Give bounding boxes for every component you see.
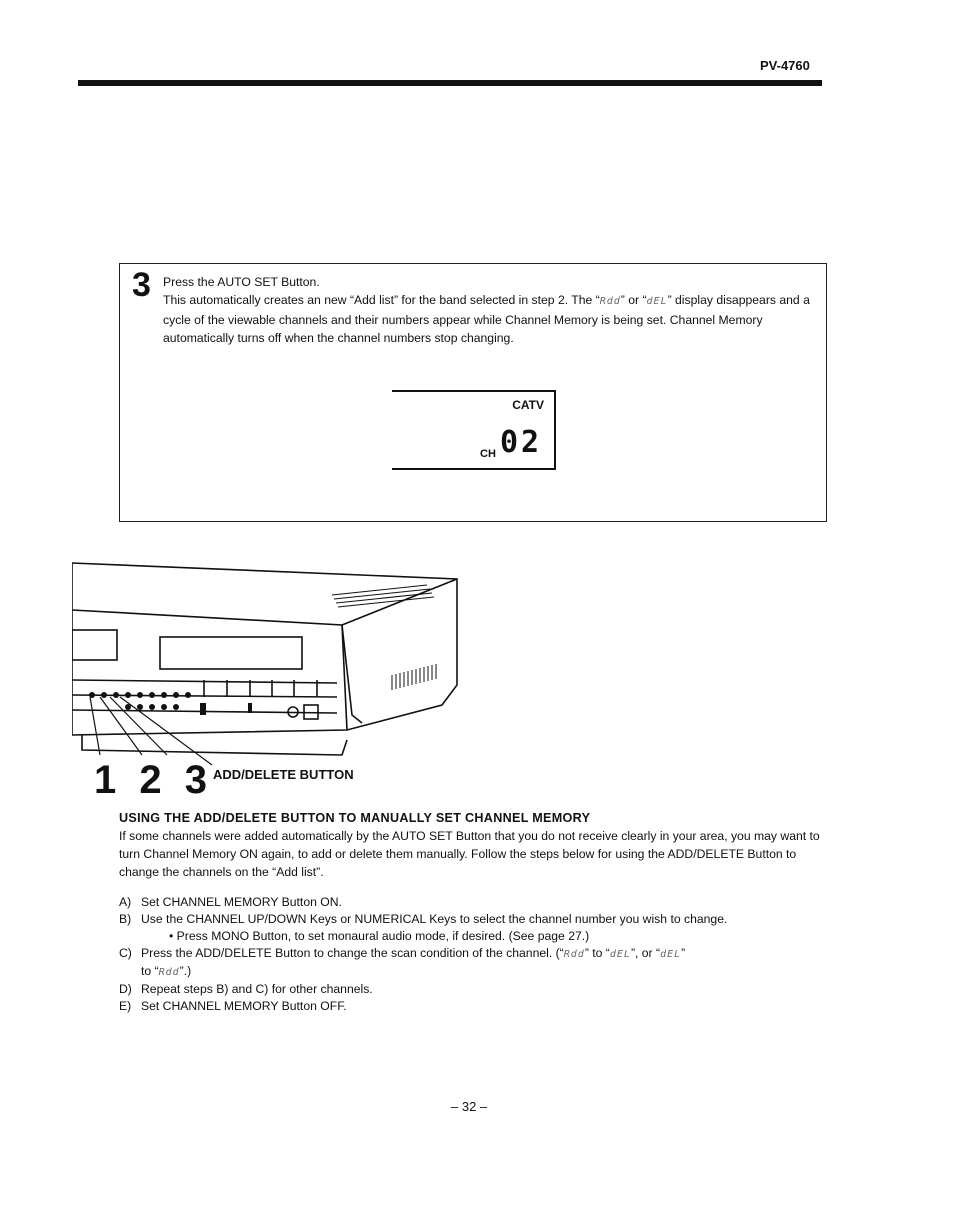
step-label: A)	[119, 895, 132, 909]
step-number: 3	[132, 266, 151, 304]
segment-add-text: Rdd	[563, 949, 585, 960]
step-3-body	[163, 291, 819, 347]
manual-section	[119, 809, 824, 881]
channel-display	[392, 390, 556, 470]
page-number: – 32 –	[451, 1099, 488, 1114]
step-c-continuation	[119, 963, 824, 981]
step-label: B)	[119, 912, 132, 926]
step-3-text-b: ” or “	[620, 293, 647, 307]
step-text: Set CHANNEL MEMORY Button ON.	[141, 895, 342, 909]
section-title: USING THE ADD/DELETE BUTTON TO MANUALLY SET CHANNEL MEMORY	[119, 811, 591, 825]
step-3-box	[119, 263, 827, 522]
callout-numbers: 1 2 3	[94, 758, 213, 802]
add-delete-callout: ADD/DELETE BUTTON	[213, 767, 354, 782]
step-label: E)	[119, 999, 132, 1013]
header-rule	[78, 80, 822, 86]
step-c-c: ”, or “	[630, 946, 661, 960]
channel-digits: 02	[500, 425, 543, 460]
step-c-b: ” to “	[584, 946, 610, 960]
channel-label: CH	[480, 448, 496, 460]
list-item	[119, 998, 824, 1015]
step-subnote: • Press MONO Button, to set monaural audio mode, if desired. (See page 27.)	[169, 929, 590, 943]
list-item	[119, 911, 824, 928]
band-label: CATV	[512, 398, 544, 412]
step-c-e: to “	[141, 964, 159, 978]
step-c-a: Press the ADD/DELETE Button to change the scan condition of the channel. (“	[141, 946, 564, 960]
step-3-text-c: ” display disappears and a cycle of the viewable channels and their numbers appear while Channel Memory is being set. Channel Memory automatically turns off when the channel numbers stop changing.	[163, 293, 810, 345]
section-intro: If some channels were added automatically by the AUTO SET Button that you do not receive clearly in your area, you may want to turn Channel Memory ON again, to add or delete them manually. Follow the steps below for using the ADD/DELETE Button to change the channels on the “Add list”.	[119, 829, 820, 879]
list-item	[119, 981, 824, 998]
step-c-f: ”.)	[179, 964, 192, 978]
segment-del-text: dEL	[660, 949, 682, 960]
step-text: Use the CHANNEL UP/DOWN Keys or NUMERICAL Keys to select the channel number you wish to change.	[141, 912, 728, 926]
step-label: C)	[119, 946, 132, 960]
steps-list	[119, 894, 824, 1015]
vcr-illustration	[72, 555, 472, 770]
segment-add-text: Rdd	[599, 296, 621, 307]
step-3-text	[163, 273, 819, 347]
step-text	[141, 945, 685, 963]
list-item	[119, 945, 824, 963]
model-number: PV-4760	[760, 58, 810, 73]
step-text: Repeat steps B) and C) for other channels.	[141, 982, 373, 996]
step-label: D)	[119, 982, 132, 996]
step-3-line1: Press the AUTO SET Button.	[163, 275, 320, 289]
step-text: Set CHANNEL MEMORY Button OFF.	[141, 999, 347, 1013]
step-3-text-a: This automatically creates an new “Add list” for the band selected in step 2. The “	[163, 293, 600, 307]
segment-del-text: dEL	[646, 296, 668, 307]
segment-del-text: dEL	[609, 949, 631, 960]
list-item	[119, 894, 824, 911]
segment-add-text: Rdd	[158, 967, 180, 978]
step-c-d: ”	[681, 946, 686, 960]
